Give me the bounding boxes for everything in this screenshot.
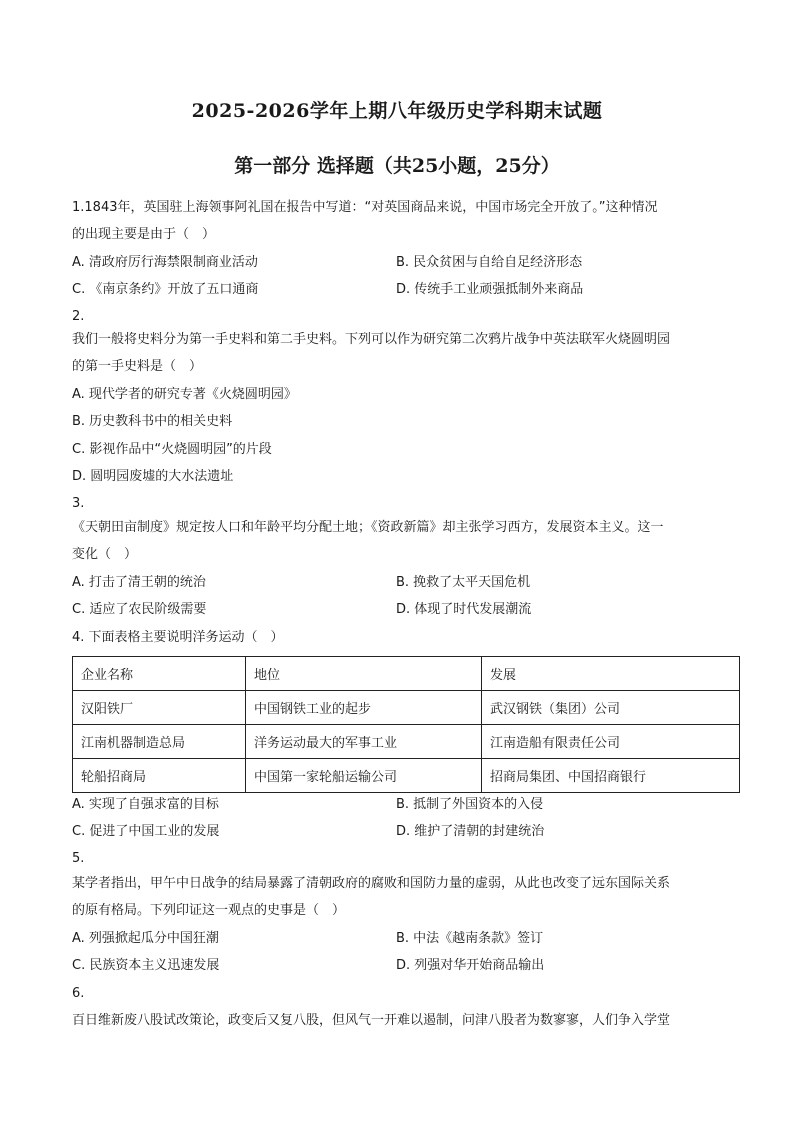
question-6-number: 6. (72, 986, 85, 1001)
question-1-stem-line1: 1.1843年，英国驻上海领事阿礼国在报告中写道：“对英国商品来说，中国市场完全开放了。”这种情况 (72, 200, 658, 215)
question-5-option-b: B. 中法《越南条款》签订 (396, 931, 544, 946)
question-2-number: 2. (72, 309, 85, 324)
question-4-stem: 4. 下面表格主要说明洋务运动（ ） (72, 630, 284, 645)
question-6-stem-line1: 百日维新废八股试改策论，政变后又复八股，但风气一开难以遏制，问津八股者为数寥寥，人们争入学堂 (72, 1013, 671, 1028)
question-4-table (72, 656, 740, 793)
question-2-option-b: B. 历史教科书中的相关史料 (72, 414, 233, 429)
question-2-stem-line2: 的第一手史料是（ ） (72, 359, 203, 374)
question-4-option-c: C. 促进了中国工业的发展 (72, 824, 220, 839)
question-1-option-b: B. 民众贫困与自给自足经济形态 (396, 255, 583, 270)
question-2-option-a: A. 现代学者的研究专著《火烧圆明园》 (72, 387, 297, 402)
table-header-cell: 发展 (482, 657, 740, 691)
question-4-option-b: B. 抵制了外国资本的入侵 (396, 797, 544, 812)
table-cell: 武汉钢铁（集团）公司 (482, 691, 740, 725)
question-2-stem-line1: 我们一般将史料分为第一手史料和第二手史料。下列可以作为研究第二次鸦片战争中英法联军火烧圆明园 (72, 332, 671, 347)
question-1-option-c: C. 《南京条约》开放了五口通商 (72, 282, 259, 297)
table-row (73, 725, 740, 759)
table-cell: 江南造船有限责任公司 (482, 725, 740, 759)
question-3-option-c: C. 适应了农民阶级需要 (72, 602, 207, 617)
question-5-number: 5. (72, 851, 85, 866)
question-1-option-a: A. 清政府厉行海禁限制商业活动 (72, 255, 258, 270)
section-title: 第一部分 选择题（共25小题，25分） (234, 155, 560, 177)
question-4-option-a: A. 实现了自强求富的目标 (72, 797, 219, 812)
question-3-stem-line2: 变化（ ） (72, 547, 138, 562)
question-5-stem-line2: 的原有格局。下列印证这一观点的史事是（ ） (72, 903, 346, 918)
question-3-option-a: A. 打击了清王朝的统治 (72, 575, 206, 590)
table-header-row (73, 657, 740, 691)
table-cell: 轮船招商局 (73, 759, 246, 793)
question-5-stem-line1: 某学者指出，甲午中日战争的结局暴露了清朝政府的腐败和国防力量的虚弱，从此也改变了远东国际关系 (72, 876, 671, 891)
question-1-stem-line2: 的出现主要是由于（ ） (72, 227, 216, 242)
question-3-option-b: B. 挽救了太平天国危机 (396, 575, 531, 590)
table-cell: 洋务运动最大的军事工业 (246, 725, 482, 759)
table-cell: 招商局集团、中国招商银行 (482, 759, 740, 793)
question-3-stem-line1: 《天朝田亩制度》规定按人口和年龄平均分配土地；《资政新篇》却主张学习西方，发展资本主义。这一 (72, 520, 664, 535)
question-2-option-c: C. 影视作品中“火烧圆明园”的片段 (72, 442, 272, 457)
question-3-number: 3. (72, 496, 85, 511)
table-cell: 中国钢铁工业的起步 (246, 691, 482, 725)
question-5-option-a: A. 列强掀起瓜分中国狂潮 (72, 931, 219, 946)
question-3-option-d: D. 体现了时代发展潮流 (396, 602, 532, 617)
table-header-cell: 地位 (246, 657, 482, 691)
table-row (73, 759, 740, 793)
question-5-option-c: C. 民族资本主义迅速发展 (72, 958, 220, 973)
question-2-option-d: D. 圆明园废墟的大水法遗址 (72, 469, 234, 484)
question-4-option-d: D. 维护了清朝的封建统治 (396, 824, 545, 839)
question-1-option-d: D. 传统手工业顽强抵制外来商品 (396, 282, 584, 297)
question-5-option-d: D. 列强对华开始商品输出 (396, 958, 545, 973)
table-cell: 中国第一家轮船运输公司 (246, 759, 482, 793)
table-cell: 江南机器制造总局 (73, 725, 246, 759)
exam-title: 2025-2026学年上期八年级历史学科期末试题 (191, 100, 603, 122)
table-header-cell: 企业名称 (73, 657, 246, 691)
table-cell: 汉阳铁厂 (73, 691, 246, 725)
table-row (73, 691, 740, 725)
